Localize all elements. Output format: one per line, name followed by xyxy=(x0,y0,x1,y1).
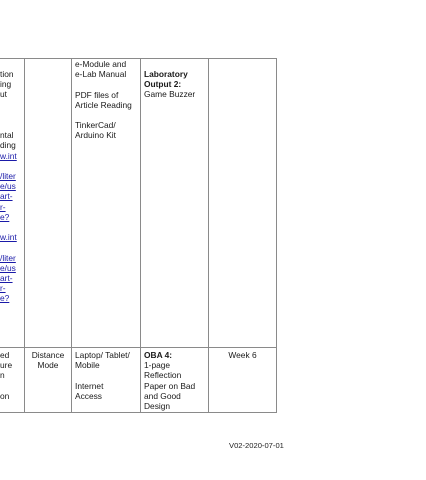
output-cell xyxy=(144,69,208,100)
output-text: Game Buzzer xyxy=(144,89,196,100)
resource-internet-line: Internet xyxy=(75,380,104,391)
resource-devices-line: Mobile xyxy=(75,360,100,371)
reference-link-fragment[interactable]: r- xyxy=(0,283,6,294)
activity-text-line xyxy=(0,120,24,130)
resources-cell xyxy=(75,350,139,401)
output-text-line: Paper on Bad xyxy=(144,380,196,391)
resource-devices-line: Laptop/ Tablet/ xyxy=(75,350,130,360)
resources-cell xyxy=(75,59,139,141)
output-text-line: Design xyxy=(144,401,171,412)
resource-module-line: e-Module and xyxy=(75,59,127,69)
resource-internet-line: Access xyxy=(75,390,102,401)
table-right-border xyxy=(276,58,277,413)
activity-text-line: n xyxy=(0,370,5,381)
document-version: V02-2020-07-01 xyxy=(229,441,284,450)
mode-line: Mode xyxy=(37,360,59,371)
activity-text-line: ding xyxy=(0,140,16,151)
resource-kit-line: Arduino Kit xyxy=(75,130,116,141)
resource-module-line: e-Lab Manual xyxy=(75,69,127,80)
output-text-line: and Good xyxy=(144,390,181,401)
activity-text-line xyxy=(0,222,24,232)
activity-text-line: ure xyxy=(0,360,13,371)
activity-text-line: on xyxy=(0,390,10,401)
activity-text-line xyxy=(0,110,24,120)
activity-text-line xyxy=(0,242,24,252)
reference-link-fragment[interactable]: e/us xyxy=(0,181,16,192)
mode-line: Distance xyxy=(31,350,65,360)
output-title-line: Laboratory xyxy=(144,69,188,79)
activity-text-line xyxy=(0,100,24,110)
resource-pdf-line: Article Reading xyxy=(75,99,132,110)
activity-text-line: ing xyxy=(0,79,12,90)
activity-text-line xyxy=(0,161,24,171)
output-text-line: Reflection xyxy=(144,370,182,381)
reference-link-fragment[interactable]: art- xyxy=(0,191,13,202)
activity-cell xyxy=(0,69,24,304)
resource-kit-line: TinkerCad/ xyxy=(75,120,116,131)
reference-link-fragment[interactable]: r- xyxy=(0,201,6,212)
table-bottom-border xyxy=(0,412,277,413)
activity-text-line: ed xyxy=(0,350,10,360)
row-divider xyxy=(0,347,277,348)
reference-link-fragment[interactable]: art- xyxy=(0,273,13,284)
output-title: OBA 4: xyxy=(144,350,173,360)
reference-link-fragment[interactable]: w.int xyxy=(0,150,17,161)
output-title-line: Output 2: xyxy=(144,79,182,90)
reference-link-fragment[interactable]: e? xyxy=(0,293,10,304)
activity-text-line: ntal xyxy=(0,130,14,141)
activity-text-line: ut xyxy=(0,89,7,100)
output-cell xyxy=(144,350,208,411)
column-divider xyxy=(140,58,141,413)
reference-link-fragment[interactable]: /liter xyxy=(0,252,16,263)
activity-text-line xyxy=(0,381,24,391)
output-text-line: 1-page xyxy=(144,360,171,371)
column-divider xyxy=(71,58,72,413)
activity-text-line: tion xyxy=(0,69,14,79)
mode-cell xyxy=(25,350,71,370)
week-cell xyxy=(209,350,276,360)
reference-link-fragment[interactable]: e/us xyxy=(0,262,16,273)
reference-link-fragment[interactable]: e? xyxy=(0,211,10,222)
activity-cell xyxy=(0,350,24,401)
reference-link-fragment[interactable]: /liter xyxy=(0,171,16,182)
week-label: Week 6 xyxy=(228,350,257,360)
resource-pdf-line: PDF files of xyxy=(75,89,119,100)
reference-link-fragment[interactable]: w.int xyxy=(0,232,17,243)
